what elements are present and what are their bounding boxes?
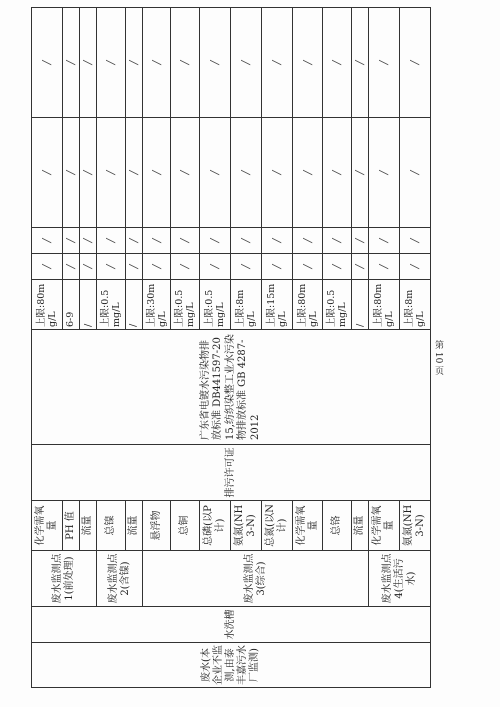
limit-cell: / <box>352 280 369 330</box>
limit-cell: 上限:0.5mg/L <box>97 280 126 330</box>
item-cell: 流量 <box>352 501 369 551</box>
group-label-cell: 废水(本企业不监测,由泰丰嘉污水厂监测) <box>32 643 431 688</box>
slash-cell: / <box>261 228 292 254</box>
slash-cell: / <box>97 8 126 118</box>
slash-cell: / <box>352 228 369 254</box>
table-row <box>32 8 63 688</box>
slash-cell: / <box>32 228 63 254</box>
limit-cell: 上限:0.5mg/L <box>171 280 200 330</box>
item-cell: 化学需氧量 <box>292 501 323 551</box>
slash-cell: / <box>352 118 369 228</box>
table-body <box>32 8 431 688</box>
slash-cell: / <box>142 8 171 118</box>
limit-cell: 上限:80mg/L <box>369 280 400 330</box>
slash-cell: / <box>97 228 126 254</box>
limit-cell: 上限:30mg/L <box>142 280 171 330</box>
slash-cell: / <box>125 8 142 118</box>
slash-cell: / <box>230 228 261 254</box>
slash-cell: / <box>200 254 231 280</box>
point-cell: 废水监测点 3(综合) <box>142 551 368 607</box>
slash-cell: / <box>292 254 323 280</box>
slash-cell: / <box>200 118 231 228</box>
slash-cell: / <box>62 228 79 254</box>
item-cell: 总镍 <box>97 501 126 551</box>
limit-cell: 上限:15mg/L <box>261 280 292 330</box>
item-cell: 氨氮(NH3-N) <box>230 501 261 551</box>
slash-cell: / <box>369 8 400 118</box>
limit-cell: 上限:0.5mg/L <box>323 280 352 330</box>
slash-cell: / <box>261 254 292 280</box>
item-cell: 总氮(以N计) <box>261 501 292 551</box>
slash-cell: / <box>97 254 126 280</box>
slash-cell: / <box>400 118 431 228</box>
limit-cell: / <box>125 280 142 330</box>
point-cell: 废水监测点 2(含镍) <box>97 551 143 607</box>
slash-cell: / <box>97 118 126 228</box>
slash-cell: / <box>352 254 369 280</box>
slash-cell: / <box>323 8 352 118</box>
point-cell: 废水监测点 4(生活污水) <box>369 551 431 607</box>
slash-cell: / <box>323 118 352 228</box>
limit-cell: 上限:80mg/L <box>32 280 63 330</box>
item-cell: 流量 <box>80 501 97 551</box>
limit-cell: 上限:0.5mg/L <box>200 280 231 330</box>
slash-cell: / <box>32 8 63 118</box>
limit-cell: 上限:80mg/L <box>292 280 323 330</box>
item-cell: 化学需氧量 <box>32 501 63 551</box>
slash-cell: / <box>125 254 142 280</box>
slash-cell: / <box>292 118 323 228</box>
limit-cell: / <box>80 280 97 330</box>
item-cell: 总磷(以P计) <box>200 501 231 551</box>
slash-cell: / <box>171 8 200 118</box>
slash-cell: / <box>369 118 400 228</box>
slash-cell: / <box>125 228 142 254</box>
limit-cell: 上限:8mg/L <box>400 280 431 330</box>
monitoring-table <box>31 7 431 688</box>
slash-cell: / <box>32 254 63 280</box>
item-cell: 总铜 <box>171 501 200 551</box>
slash-cell: / <box>369 228 400 254</box>
slash-cell: / <box>352 8 369 118</box>
slash-cell: / <box>230 8 261 118</box>
slash-cell: / <box>323 228 352 254</box>
slash-cell: / <box>200 8 231 118</box>
item-cell: 总铬 <box>323 501 352 551</box>
slash-cell: / <box>323 254 352 280</box>
process-cell: 水洗槽 <box>32 607 431 643</box>
slash-cell: / <box>142 254 171 280</box>
slash-cell: / <box>400 254 431 280</box>
slash-cell: / <box>171 254 200 280</box>
slash-cell: / <box>62 254 79 280</box>
slash-cell: / <box>292 228 323 254</box>
slash-cell: / <box>292 8 323 118</box>
slash-cell: / <box>400 8 431 118</box>
slash-cell: / <box>230 118 261 228</box>
item-cell: 氨氮(NH3-N) <box>400 501 431 551</box>
slash-cell: / <box>400 228 431 254</box>
basis-cell: 排污许可证 <box>32 445 431 501</box>
slash-cell: / <box>80 118 97 228</box>
slash-cell: / <box>62 8 79 118</box>
slash-cell: / <box>142 228 171 254</box>
page-number: 第 10 页 <box>433 340 443 376</box>
slash-cell: / <box>171 228 200 254</box>
slash-cell: / <box>261 8 292 118</box>
item-cell: PH 值 <box>62 501 79 551</box>
item-cell: 化学需氧量 <box>369 501 400 551</box>
slash-cell: / <box>369 254 400 280</box>
slash-cell: / <box>125 118 142 228</box>
slash-cell: / <box>171 118 200 228</box>
slash-cell: / <box>142 118 171 228</box>
slash-cell: / <box>200 228 231 254</box>
limit-cell: 6-9 <box>62 280 79 330</box>
standard-cell: 广东省电镀水污染物排放标准 DB441597-2015,纺织染整工业水污染物排放标准 GB 4287-2012 <box>32 330 431 445</box>
slash-cell: / <box>230 254 261 280</box>
slash-cell: / <box>80 228 97 254</box>
item-cell: 悬浮物 <box>142 501 171 551</box>
slash-cell: / <box>62 118 79 228</box>
rotated-table-wrapper <box>31 8 431 688</box>
slash-cell: / <box>80 254 97 280</box>
item-cell: 流量 <box>125 501 142 551</box>
point-cell: 废水监测点 1(前处理) <box>32 551 97 607</box>
slash-cell: / <box>80 8 97 118</box>
slash-cell: / <box>32 118 63 228</box>
slash-cell: / <box>261 118 292 228</box>
limit-cell: 上限:8mg/L <box>230 280 261 330</box>
